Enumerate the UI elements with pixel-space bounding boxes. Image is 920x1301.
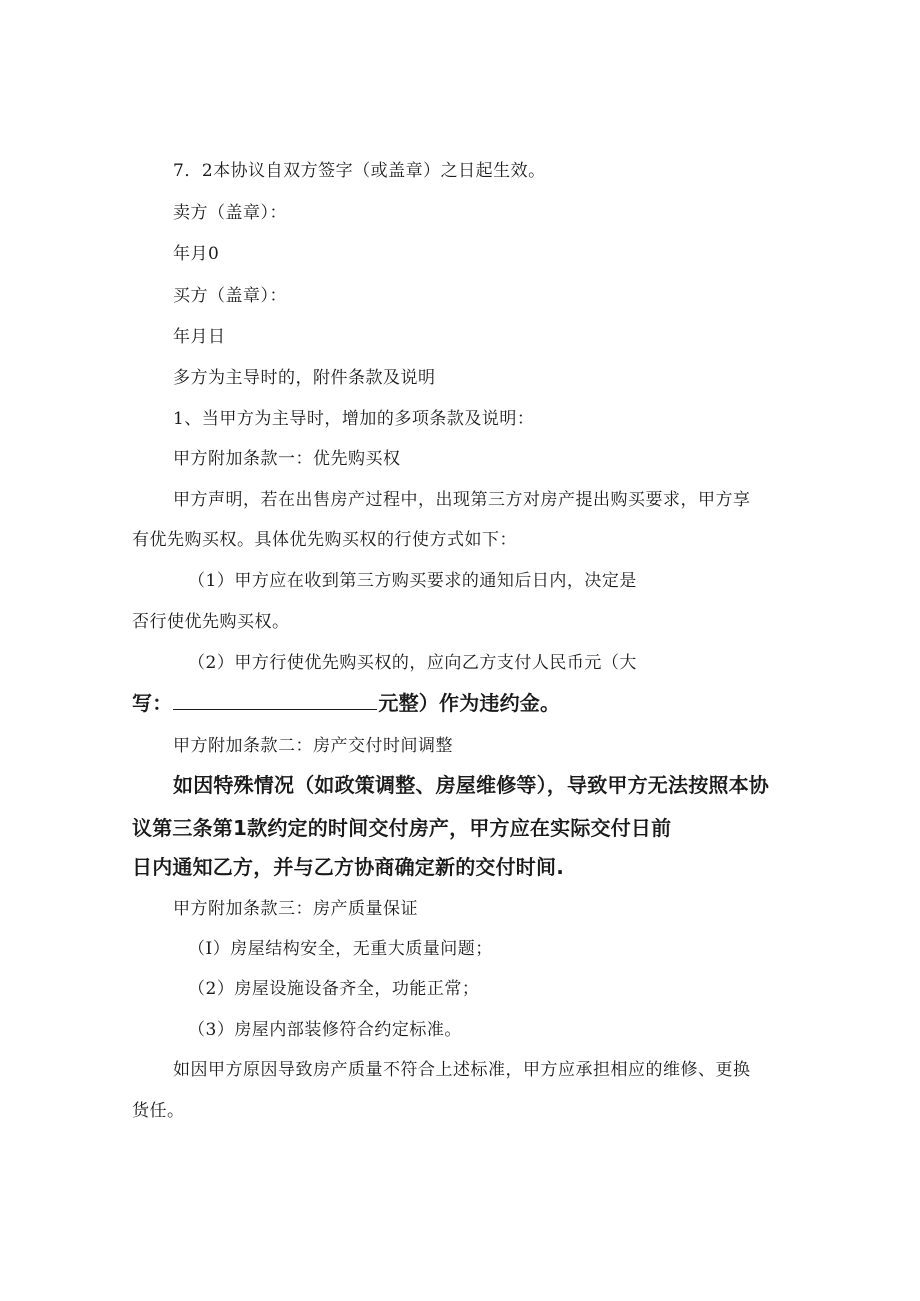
addendum-2-title: 甲方附加条款二：房产交付时间调整 (173, 736, 453, 756)
clause-7-2: 7．2本协议自双方签字（或盖章）之日起生效。 (173, 161, 546, 181)
addendum-2-body-3: 日内通知乙方，并与乙方协商确定新的交付时间. (132, 855, 564, 879)
addendum-3-body-2: 货任。 (132, 1101, 185, 1121)
amount-blank (173, 691, 377, 710)
buyer-date: 年月日 (173, 327, 226, 347)
appendix-title: 多方为主导时的，附件条款及说明 (173, 368, 436, 388)
addendum-1-item-1b: 否行使优先购买权。 (132, 612, 290, 632)
addendum-3-item-3: （3）房屋内部装修符合约定标准。 (188, 1020, 462, 1040)
penalty-line (132, 689, 560, 717)
addendum-3-body-1: 如因甲方原因导致房产质量不符合上述标准，甲方应承担相应的维修、更换 (173, 1060, 751, 1080)
addendum-3-item-2: （2）房屋设施设备齐全，功能正常； (188, 979, 480, 999)
addendum-2-body-2: 议第三条第1款约定的时间交付房产，甲方应在实际交付日前 (132, 816, 672, 840)
buyer-seal: 买方（盖章）： (173, 286, 287, 306)
seller-date: 年月0 (173, 244, 220, 264)
penalty-prefix: 写： (132, 691, 173, 715)
addendum-2-body-1: 如因特殊情况（如政策调整、房屋维修等），导致甲方无法按照本协 (173, 773, 769, 797)
addendum-3-title: 甲方附加条款三：房产质量保证 (173, 899, 418, 919)
penalty-suffix: 元整）作为违约金。 (378, 691, 561, 715)
seller-seal: 卖方（盖章）： (173, 203, 287, 223)
appendix-item-1: 1、当甲方为主导时，增加的多项条款及说明： (173, 409, 535, 429)
addendum-1-title: 甲方附加条款一：优先购买权 (173, 449, 401, 469)
addendum-1-body-1: 甲方声明，若在出售房产过程中，出现第三方对房产提出购买要求，甲方享 (173, 490, 751, 510)
addendum-1-body-2: 有优先购买权。具体优先购买权的行使方式如下： (132, 530, 517, 550)
addendum-3-item-1: （I）房屋结构安全，无重大质量问题； (188, 939, 493, 959)
addendum-1-item-1a: （1）甲方应在收到第三方购买要求的通知后日内，决定是 (188, 571, 637, 591)
addendum-1-item-2a: （2）甲方行使优先购买权的，应向乙方支付人民币元（大 (188, 653, 637, 673)
